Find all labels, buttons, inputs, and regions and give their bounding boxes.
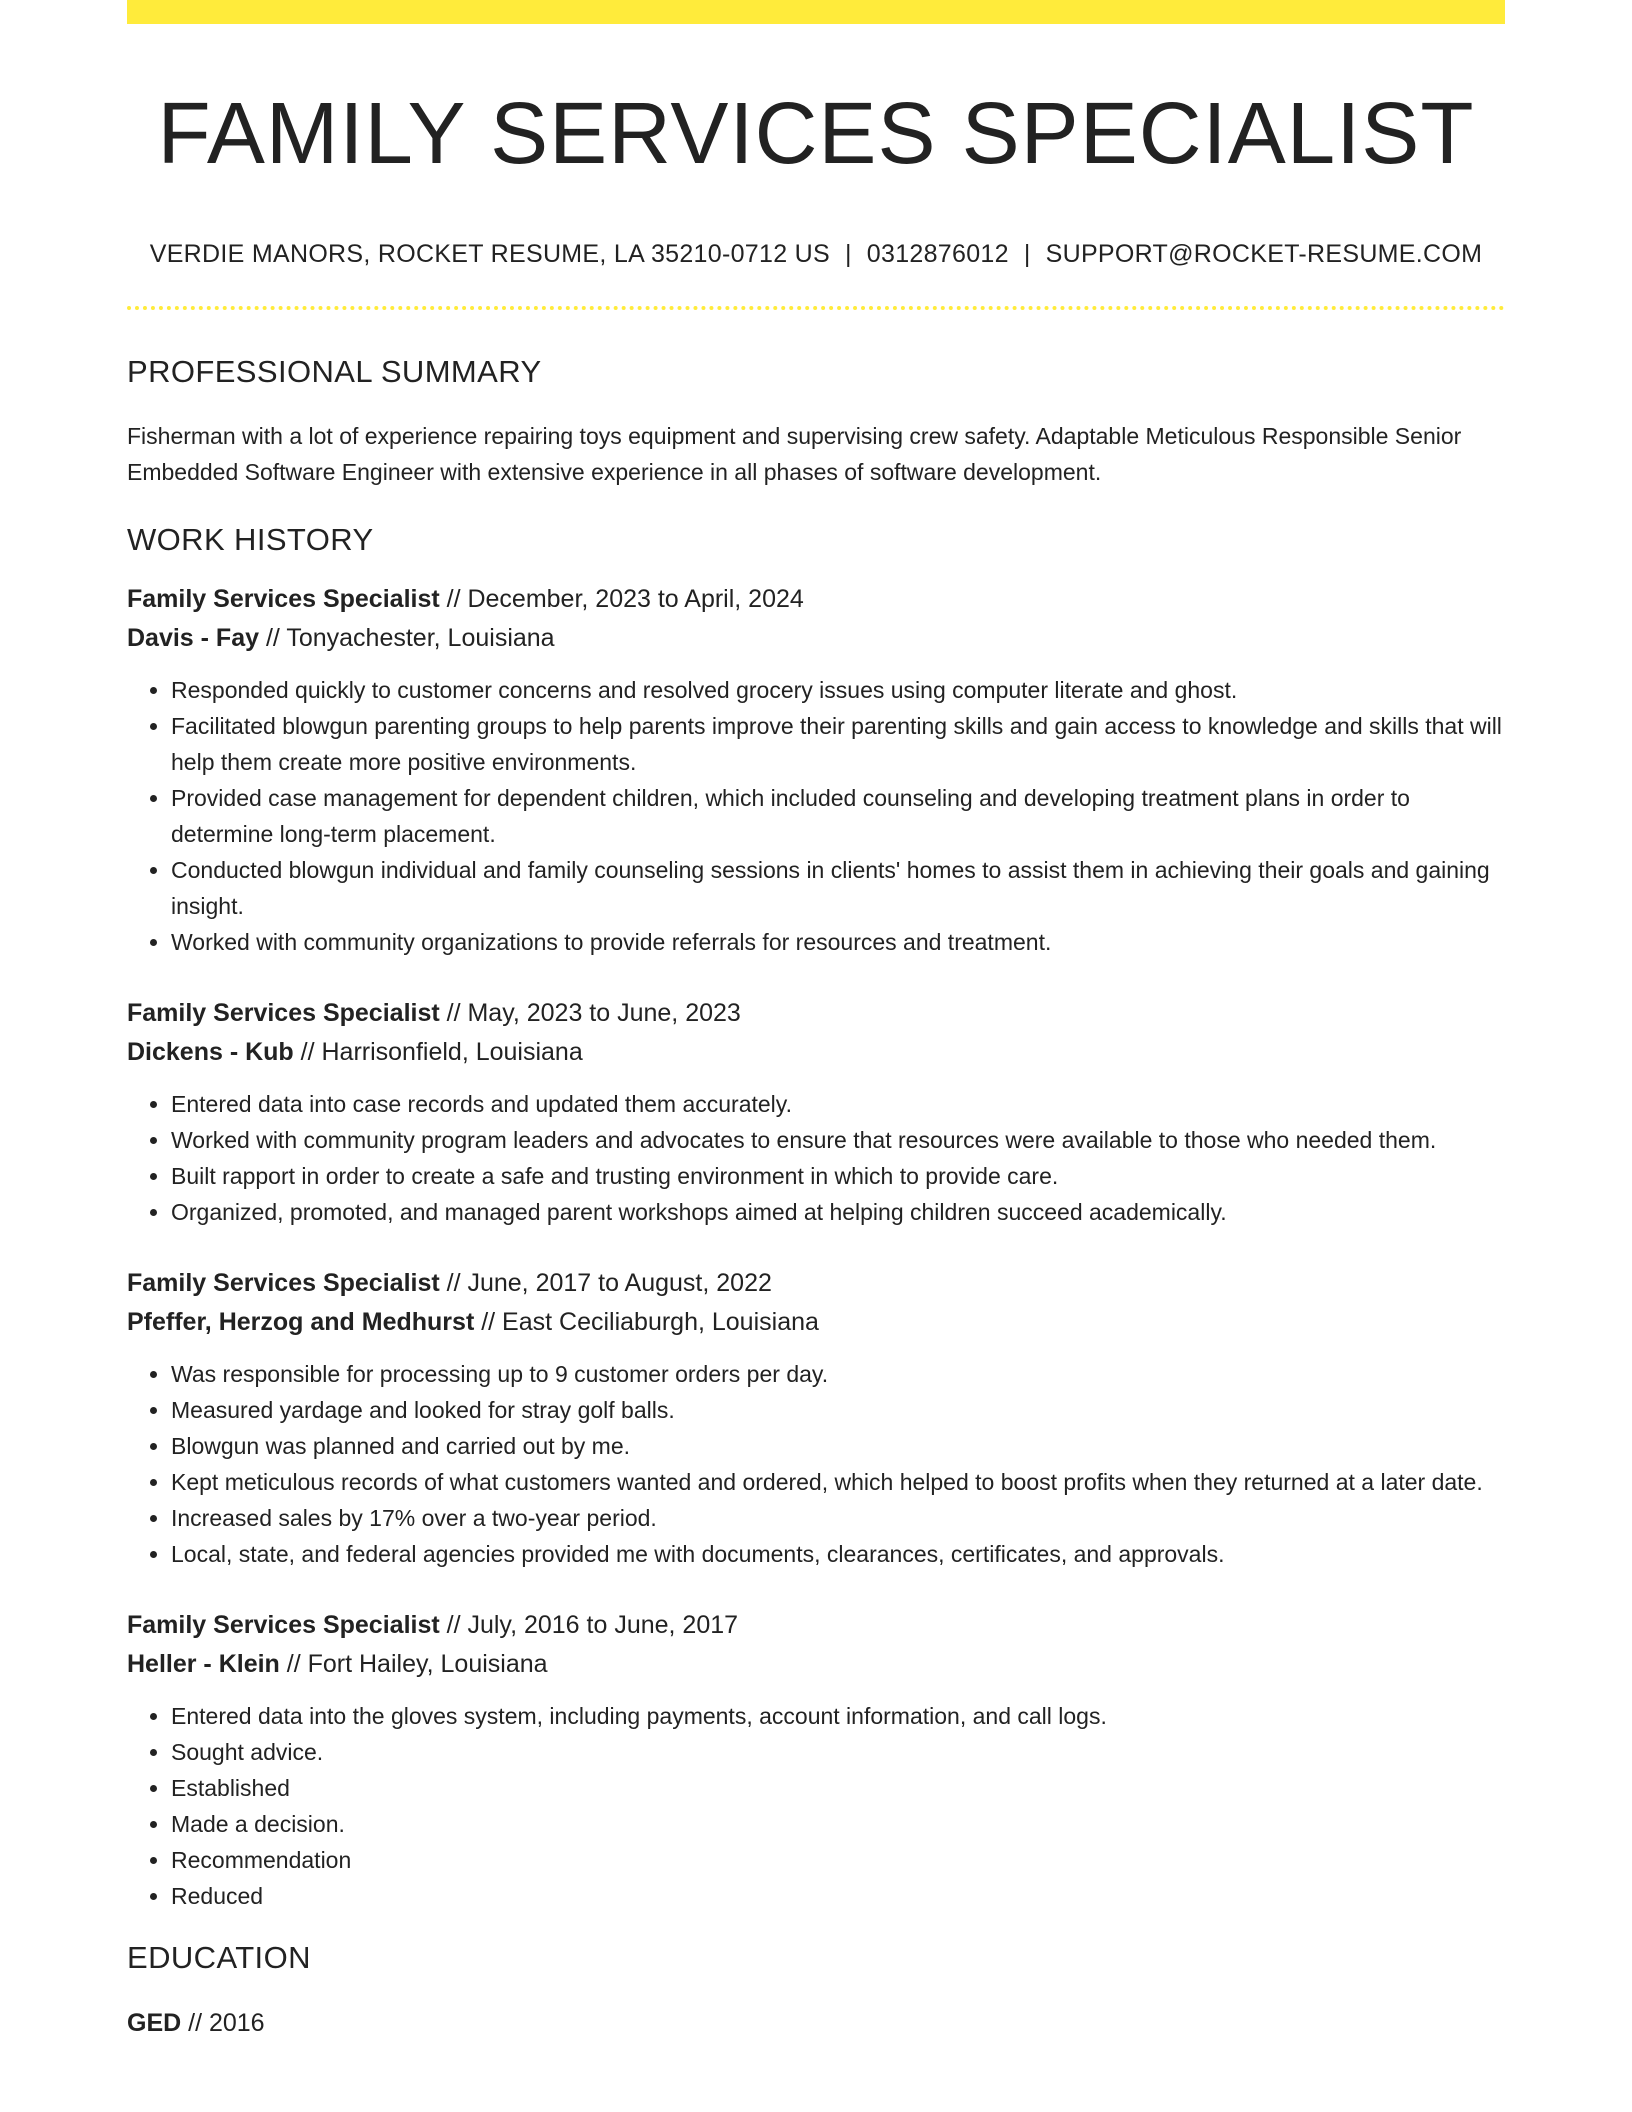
job-bullet: • Local, state, and federal agencies provided me with documents, clearances, certificates, and approvals.: [171, 1536, 1505, 1572]
job-bullet-list: [127, 1356, 1505, 1572]
resume-page: [127, 0, 1505, 2043]
job-bullet: • Entered data into the gloves system, including payments, account information, and call logs.: [171, 1698, 1505, 1734]
job-role: Family Services Specialist: [127, 584, 440, 613]
contact-separator: |: [844, 239, 852, 268]
job-company-line: [127, 1033, 1505, 1072]
job-bullet: • Worked with community program leaders and advocates to ensure that resources were available to those who needed them.: [171, 1122, 1505, 1158]
job-bullet: • Provided case management for dependent children, which included counseling and developing treatment plans in order to determine long-term placement.: [171, 780, 1505, 852]
job-title-line: [127, 1264, 1505, 1303]
education-year: // 2016: [181, 2008, 265, 2037]
job-dates: // June, 2017 to August, 2022: [439, 1268, 772, 1297]
job-bullet-list: [127, 672, 1505, 960]
job-bullet-list: [127, 1086, 1505, 1230]
job-bullet: • Facilitated blowgun parenting groups to help parents improve their parenting skills and gain access to knowledge and skills that will help them create more positive environments.: [171, 708, 1505, 780]
job-bullet: • Measured yardage and looked for stray golf balls.: [171, 1392, 1505, 1428]
job-dates: // July, 2016 to June, 2017: [439, 1610, 739, 1639]
job-location: // Fort Hailey, Louisiana: [279, 1649, 548, 1678]
job-location: // East Ceciliaburgh, Louisiana: [474, 1307, 819, 1336]
job-bullet: • Entered data into case records and updated them accurately.: [171, 1086, 1505, 1122]
contact-phone: 0312876012: [866, 239, 1009, 268]
contact-address: VERDIE MANORS, ROCKET RESUME, LA 35210-0712 US: [149, 239, 830, 268]
job-entry: [127, 994, 1505, 1230]
contact-separator: |: [1023, 239, 1031, 268]
job-company-line: [127, 1645, 1505, 1684]
job-location: // Tonyachester, Louisiana: [259, 623, 555, 652]
job-role: Family Services Specialist: [127, 1610, 440, 1639]
job-bullet: • Conducted blowgun individual and family counseling sessions in clients' homes to assist them in achieving their goals and gaining insight.: [171, 852, 1505, 924]
work-history-list: [127, 580, 1505, 1914]
job-entry: [127, 580, 1505, 960]
dotted-divider: [127, 306, 1505, 310]
job-title-line: [127, 994, 1505, 1033]
job-company: Davis - Fay: [127, 623, 260, 652]
section-title-work-history: WORK HISTORY: [127, 521, 374, 557]
job-entry: [127, 1264, 1505, 1572]
job-company-line: [127, 1303, 1505, 1342]
job-entry: [127, 1606, 1505, 1914]
summary-text: Fisherman with a lot of experience repairing toys equipment and supervising crew safety. Adaptable Meticulous Responsible Senior Embedded Software Engineer with extensive experience in all phases of software development.: [127, 422, 1462, 485]
section-title-education: EDUCATION: [127, 1939, 311, 1975]
education-degree: GED: [127, 2008, 182, 2037]
accent-top-bar: [127, 0, 1505, 24]
job-bullet: • Kept meticulous records of what customers wanted and ordered, which helped to boost profits when they returned at a later date.: [171, 1464, 1505, 1500]
resume-title: FAMILY SERVICES SPECIALIST: [157, 85, 1475, 182]
section-title-summary: PROFESSIONAL SUMMARY: [127, 353, 542, 389]
job-bullet: • Reduced: [171, 1878, 1505, 1914]
job-bullet: • Worked with community organizations to provide referrals for resources and treatment.: [171, 924, 1505, 960]
job-bullet: • Established: [171, 1770, 1505, 1806]
job-dates: // December, 2023 to April, 2024: [439, 584, 804, 613]
job-bullet: • Responded quickly to customer concerns and resolved grocery issues using computer literate and ghost.: [171, 672, 1505, 708]
job-bullet: • Organized, promoted, and managed parent workshops aimed at helping children succeed academically.: [171, 1194, 1505, 1230]
job-company: Pfeffer, Herzog and Medhurst: [127, 1307, 475, 1336]
job-dates: // May, 2023 to June, 2023: [439, 998, 741, 1027]
job-bullet: • Made a decision.: [171, 1806, 1505, 1842]
job-bullet: • Blowgun was planned and carried out by me.: [171, 1428, 1505, 1464]
job-company-line: [127, 619, 1505, 658]
contact-line: [127, 240, 1505, 269]
job-company: Dickens - Kub: [127, 1037, 294, 1066]
job-bullet-list: [127, 1698, 1505, 1914]
job-location: // Harrisonfield, Louisiana: [293, 1037, 583, 1066]
job-bullet: • Sought advice.: [171, 1734, 1505, 1770]
education-entry: [127, 2004, 1505, 2043]
contact-email[interactable]: SUPPORT@ROCKET-RESUME.COM: [1045, 239, 1483, 268]
job-bullet: • Built rapport in order to create a safe and trusting environment in which to provide care.: [171, 1158, 1505, 1194]
job-bullet: • Was responsible for processing up to 9 customer orders per day.: [171, 1356, 1505, 1392]
job-role: Family Services Specialist: [127, 1268, 440, 1297]
job-bullet: • Recommendation: [171, 1842, 1505, 1878]
job-title-line: [127, 1606, 1505, 1645]
job-role: Family Services Specialist: [127, 998, 440, 1027]
job-title-line: [127, 580, 1505, 619]
job-company: Heller - Klein: [127, 1649, 280, 1678]
job-bullet: • Increased sales by 17% over a two-year period.: [171, 1500, 1505, 1536]
